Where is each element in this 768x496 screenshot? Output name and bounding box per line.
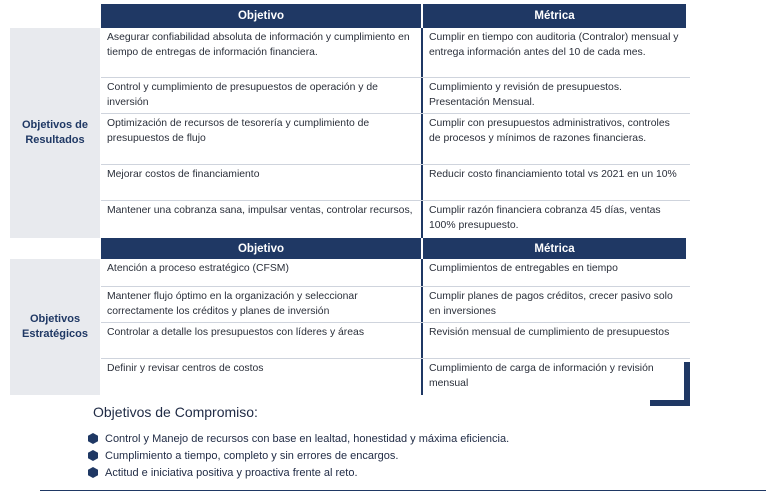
footer-divider (40, 490, 766, 491)
objective-cell: Control y cumplimiento de presupuestos de operación y de inversión (101, 78, 423, 113)
metric-cell: Cumplimiento y revisión de presupuestos. Presentación Mensual. (429, 82, 622, 108)
hexagon-bullet-icon (88, 467, 98, 478)
objective-header: Objetivo (101, 238, 423, 259)
metric-header: Métrica (423, 4, 686, 28)
table-row (101, 259, 690, 287)
table-row (101, 165, 690, 201)
table-row (101, 28, 690, 78)
table-row (101, 359, 690, 395)
objective-cell: Mejorar costos de financiamiento (101, 165, 423, 200)
strategic-category-label: Objetivos Estratégicos (10, 259, 101, 395)
commitment-title: Objetivos de Compromiso: (93, 404, 258, 420)
hexagon-bullet-icon (88, 450, 98, 461)
strategic-header-row (10, 238, 690, 259)
metric-cell: Cumplimientos de entregables en tiempo (429, 263, 618, 274)
metric-cell: Cumplir razón financiera cobranza 45 días, ventas 100% presupuesto. (429, 205, 661, 231)
hexagon-bullet-icon (88, 433, 98, 444)
list-item (88, 430, 509, 447)
objective-cell: Definir y revisar centros de costos (101, 359, 423, 395)
metric-cell: Cumplir planes de pagos créditos, crecer pasivo solo en inversiones (429, 291, 673, 317)
strategic-section (10, 259, 690, 395)
metric-header: Métrica (423, 238, 686, 259)
table-row (101, 78, 690, 114)
corner-accent-shape (650, 362, 690, 406)
metric-cell: Cumplimiento de carga de información y revisión mensual (429, 363, 654, 389)
table-row (101, 201, 690, 238)
objective-cell: Atención a proceso estratégico (CFSM) (101, 259, 423, 286)
metric-cell: Revisión mensual de cumplimiento de presupuestos (429, 327, 670, 338)
objective-cell: Optimización de recursos de tesorería y cumplimiento de presupuestos de flujo (101, 114, 423, 164)
objective-cell: Controlar a detalle los presupuestos con líderes y áreas (101, 323, 423, 358)
objectives-table (10, 4, 690, 395)
header-spacer (10, 4, 101, 28)
results-category-label: Objetivos de Resultados (10, 28, 101, 238)
results-section (10, 28, 690, 238)
commitment-item-text: Actitud e iniciativa positiva y proactiva frente al reto. (105, 466, 358, 479)
metric-cell: Cumplir con presupuestos administrativos, controles de procesos y mínimos de razones financieras. (429, 118, 670, 144)
metric-cell: Cumplir en tiempo con auditoria (Contralor) mensual y entrega información antes del 10 de cada mes. (429, 32, 679, 58)
table-row (101, 287, 690, 323)
header-spacer (10, 238, 101, 259)
objective-header: Objetivo (101, 4, 423, 28)
commitment-item-text: Cumplimiento a tiempo, completo y sin errores de encargos. (105, 449, 399, 462)
commitment-list (88, 430, 509, 481)
objective-cell: Mantener una cobranza sana, impulsar ventas, controlar recursos, (101, 201, 423, 238)
table-row (101, 114, 690, 165)
commitment-section (88, 404, 509, 481)
table-row (101, 323, 690, 359)
metric-cell: Reducir costo financiamiento total vs 2021 en un 10% (429, 169, 677, 180)
commitment-item-text: Control y Manejo de recursos con base en lealtad, honestidad y máxima eficiencia. (105, 432, 510, 445)
results-header-row (10, 4, 690, 28)
list-item (88, 447, 509, 464)
objective-cell: Mantener flujo óptimo en la organización y seleccionar correctamente los créditos y planes de inversión (101, 287, 423, 322)
objective-cell: Asegurar confiabilidad absoluta de información y cumplimiento en tiempo de entregas de información financiera. (101, 28, 423, 77)
list-item (88, 464, 509, 481)
